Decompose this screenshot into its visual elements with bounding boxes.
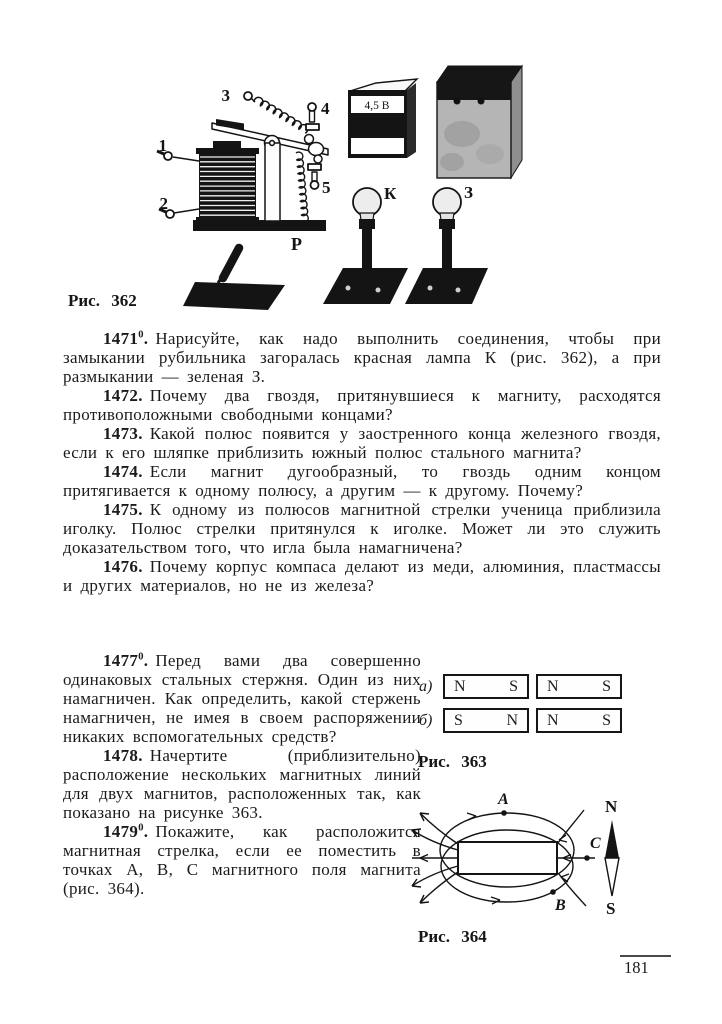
problem-1471: 1471$^0$. Нарисуйте, как надо выполнить соединения, чтобы при замыкании рубильника загоралась красная лампа К (рис. 362), а при размыкании — зеленая З. (63, 329, 661, 386)
bar-magnet (458, 842, 557, 874)
row-a-label: а) (419, 677, 433, 695)
compass-south-label: S (606, 899, 616, 918)
problem-number: 1477 (103, 651, 139, 670)
problem-text: К одному из полюсов магнитной стрелки ученица приблизила иголку. Полюс стрелки притянулся к иголке. Может ли это служить доказательством того, что игла была намагничена? (63, 500, 661, 557)
problem-text: Какой полюс появится у заостренного конца железного гвоздя, если к его шляпке приблизить южный полюс стального магнита? (63, 424, 661, 462)
compass-needle (605, 797, 619, 918)
battery-name-label: БАТАРЕЯ (351, 122, 403, 133)
problem-1475: 1475. К одному из полюсов магнитной стрелки ученица приблизила иголку. Полюс стрелки притянулся к иголке. Может ли это служить доказательством того, что игла была намагничена? (63, 500, 661, 557)
problem-number: 1473 (103, 424, 139, 443)
point-b-dot (550, 889, 556, 895)
relay-contact-4-label: 4 (321, 99, 330, 118)
relay-base-label: Р (291, 234, 302, 254)
problem-superscript: 0 (138, 822, 144, 834)
magnet-pole-label: S (509, 677, 518, 695)
problem-1472: 1472. Почему два гвоздя, притянувшиеся к магниту, расходятся противоположными свободными концами? (63, 386, 661, 424)
point-c-dot (584, 855, 590, 861)
problem-text: Почему корпус компаса делают из меди, алюминия, пластмассы и других материалов, но не из железа? (63, 557, 661, 595)
magnet (443, 708, 529, 733)
point-c-label: C (590, 835, 601, 852)
relay-contact-5-label: 5 (322, 178, 331, 197)
problem-number: 1478 (103, 746, 139, 765)
row-b-label: б) (419, 711, 433, 729)
figure-363-caption: Рис. 363 (418, 752, 487, 771)
problem-1473: 1473. Какой полюс появится у заостренного конца железного гвоздя, если к его шляпке приблизить южный полюс стального магнита? (63, 424, 661, 462)
problem-number: 1471 (103, 329, 139, 348)
problem-number: 1479 (103, 822, 139, 841)
magnet-row-a (419, 674, 629, 699)
relay-terminal-1-label: 1 (158, 136, 167, 155)
magnet (443, 674, 529, 699)
magnet (536, 708, 622, 733)
magnet-pole-label: S (602, 711, 611, 729)
magnet-pole-label: N (506, 711, 518, 729)
relay-terminal-2-label: 2 (159, 194, 168, 213)
magnet-pole-label: N (454, 677, 466, 695)
page-number-value: 181 (624, 958, 649, 977)
compass-north-label: N (605, 797, 618, 816)
point-b-label: B (555, 897, 566, 914)
problem-text: Если магнит дугообразный, то гвоздь одним концом притягивается к одному полюсу, а другим — к другому. Почему? (63, 462, 661, 500)
relay-terminal-3-label: 3 (221, 86, 230, 105)
battery-small (348, 79, 417, 158)
magnet-pole-label: N (547, 677, 559, 695)
problem-superscript: 0 (138, 651, 144, 663)
point-a-dot (501, 810, 507, 816)
page-number (620, 955, 671, 978)
problem-1477: 1477$^0$. Перед вами два совершенно одинаковых стальных стержня. Один из них намагничен. Как определить, какой стержень намагничен, не имея в своем распоряжении никаких вспомогательных средств? (63, 651, 421, 746)
magnet-pole-label: S (602, 677, 611, 695)
problem-1478: 1478. Начертите (приблизительно) расположение нескольких магнитных линий для двух магнитов, расположенных так, как показано на рисунке 363. (63, 746, 421, 822)
magnet-pole-label: N (547, 711, 559, 729)
point-a-label: A (498, 791, 509, 808)
lamp-green (405, 183, 488, 304)
problem-number: 1475 (103, 500, 139, 519)
problem-text: Перед вами два совершенно одинаковых стальных стержня. Один из них намагничен. Как определить, какой стержень намагничен, не имея в своем распоряжении никаких вспомогательных средств? (63, 651, 421, 746)
problem-1479: 1479$^0$. Покажите, как расположится магнитная стрелка, если ее поместить в точках А, В, С магнитного поля магнита (рис. 364). (63, 822, 421, 898)
problem-text: Почему два гвоздя, притянувшиеся к магниту, расходятся противоположными свободными концами? (63, 386, 661, 424)
magnet-row-b (419, 708, 629, 733)
problems-left-column (63, 651, 421, 898)
battery-large (437, 66, 522, 178)
knife-switch (183, 248, 285, 310)
problem-text: Покажите, как расположится магнитная стрелка, если ее поместить в точках А, В, С магнитного поля магнита (рис. 364). (63, 822, 421, 898)
lamp-red-label: К (384, 184, 397, 203)
problem-number: 1476 (103, 557, 139, 576)
problem-1476: 1476. Почему корпус компаса делают из меди, алюминия, пластмассы и других материалов, но не из железа? (63, 557, 661, 595)
figure-363 (419, 674, 629, 742)
problem-1474: 1474. Если магнит дугообразный, то гвоздь одним концом притягивается к одному полюсу, а другим — к другому. Почему? (63, 462, 661, 500)
figure-362-caption: Рис. 362 (68, 291, 137, 310)
problem-number: 1472 (103, 386, 139, 405)
relay-electromagnet (157, 86, 331, 254)
problem-text: Нарисуйте, как надо выполнить соединения, чтобы при замыкании рубильника загоралась красная лампа К (рис. 362), а при размыкании — зеленая З. (63, 329, 661, 386)
problem-number: 1474 (103, 462, 139, 481)
problem-superscript: 0 (138, 329, 144, 341)
figure-364-illustration (410, 786, 628, 934)
lamp-red (323, 184, 408, 304)
magnet (536, 674, 622, 699)
magnet-pole-label: S (454, 711, 463, 729)
problems-section (63, 329, 661, 595)
problem-text: Начертите (приблизительно) расположение нескольких магнитных линий для двух магнитов, расположенных так, как показано на рисунке 363. (63, 746, 421, 822)
figure-364-caption: Рис. 364 (418, 927, 487, 946)
battery-voltage-label: 4,5 В (364, 100, 390, 112)
lamp-green-label: З (464, 183, 473, 202)
figure-362-illustration (60, 52, 590, 318)
